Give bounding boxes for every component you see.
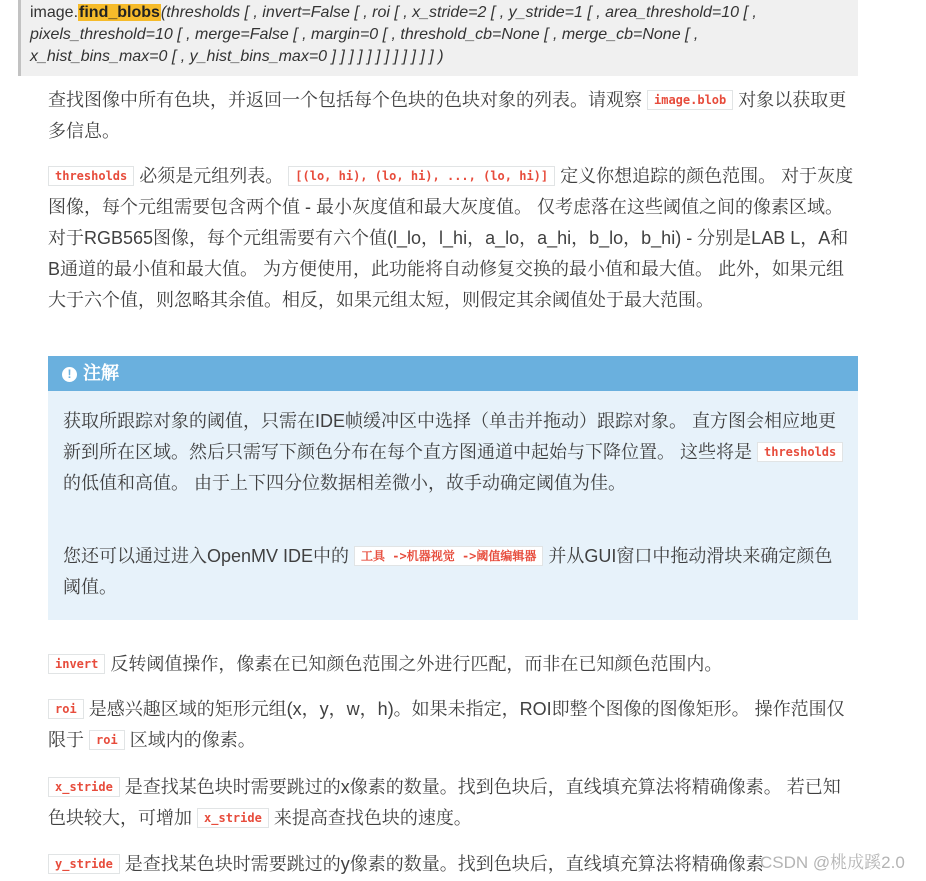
code-threshold-format: [(lo, hi), (lo, hi), ..., (lo, hi)] xyxy=(288,166,555,186)
csdn-watermark: CSDN @桃成蹊2.0 xyxy=(760,853,905,872)
note-text-1: 获取所跟踪对象的阈值，只需在IDE帧缓冲区中选择（单击并拖动）跟踪对象。 直方图会相应地更新到所在区域。然后只需写下颜色分布在每个直方图通道中起始与下降位置。 这些将是 xyxy=(63,411,837,462)
intro-paragraph xyxy=(48,85,858,147)
y-stride-paragraph xyxy=(48,849,858,880)
thresholds-paragraph xyxy=(48,161,858,316)
roi-paragraph xyxy=(48,694,858,756)
code-thresholds: thresholds xyxy=(48,166,134,186)
intro-text-after: 对象以获取更多信息。 xyxy=(48,90,847,141)
note-text-2-after: 并从GUI窗口中拖动滑块来确定颜色阈值。 xyxy=(63,546,833,597)
code-invert: invert xyxy=(48,654,105,674)
code-y-stride: y_stride xyxy=(48,854,120,874)
note-admonition xyxy=(48,356,858,620)
info-icon: ! xyxy=(62,367,77,382)
note-text-2: 您还可以通过进入OpenMV IDE中的 xyxy=(63,546,355,566)
code-threshold-editor-path: 工具 ->机器视觉 ->阈值编辑器 xyxy=(354,546,543,566)
signature-prefix: image. xyxy=(30,4,79,21)
x-stride-text: 是查找某色块时需要跳过的x像素的数量。找到色块后，直线填充算法将精确像素。 若已知色块较大，可增加 xyxy=(48,777,841,828)
invert-paragraph xyxy=(48,649,858,680)
invert-text: 反转阈值操作，像素在已知颜色范围之外进行匹配，而非在已知颜色范围内。 xyxy=(105,654,723,674)
note-title: 注解 xyxy=(83,363,119,383)
roi-text-after: 区域内的像素。 xyxy=(124,730,256,750)
note-paragraph-2 xyxy=(63,541,848,603)
thresholds-description: 定义你想追踪的颜色范围。 对于灰度图像，每个元组需要包含两个值 - 最小灰度值和最大灰度值。 仅考虑落在这些阈值之间的像素区域。 对于RGB565图像，每个元组需要有六个值(l_lo，l_hi，a_lo，a_hi，b_lo，b_hi) - 分别是LAB L，A和B通道的最小值和最大值。 为方便使用，此功能将自动修复交换的最小值和最大值。 此外，如果元组大于六个值，则忽略其余值。相反，如果元组太短，则假定其余阈值处于最大范围。 xyxy=(48,166,854,310)
thresholds-text: 必须是元组列表。 xyxy=(134,166,289,186)
code-x-stride-2: x_stride xyxy=(197,808,269,828)
code-roi-2: roi xyxy=(89,730,125,750)
code-thresholds-note: thresholds xyxy=(757,442,843,462)
code-image-blob: image.blob xyxy=(647,90,733,110)
y-stride-text: 是查找某色块时需要跳过的y像素的数量。找到色块后，直线填充算法将精确像素 xyxy=(119,854,764,874)
roi-text: 是感兴趣区域的矩形元组(x，y，w，h)。如果未指定，ROI即整个图像的图像矩形。 操作范围仅限于 xyxy=(48,699,845,750)
signature-args-3: x_hist_bins_max=0 [ , y_hist_bins_max=0 ] ] ] ] ] ] ] ] ] ] ] ] ) xyxy=(30,48,444,65)
note-paragraph-1 xyxy=(63,406,848,499)
note-title-bar xyxy=(48,356,858,391)
intro-text: 查找图像中所有色块，并返回一个包括每个色块的色块对象的列表。请观察 xyxy=(48,90,647,110)
function-signature xyxy=(18,0,858,76)
function-name-highlight: find_blobs xyxy=(79,4,160,21)
x-stride-text-after: 来提高查找色块的速度。 xyxy=(268,808,472,828)
signature-args-1: (thresholds [ , invert=False [ , roi [ , x_stride=2 [ , y_stride=1 [ , area_threshold=10 [ , xyxy=(160,4,757,21)
signature-line-1 xyxy=(30,2,858,24)
x-stride-paragraph xyxy=(48,772,858,834)
signature-args-2: pixels_threshold=10 [ , merge=False [ , margin=0 [ , threshold_cb=None [ , merge_cb=None [ , xyxy=(30,26,699,43)
code-roi: roi xyxy=(48,699,84,719)
note-text-1-after: 的低值和高值。 由于上下四分位数据相差微小，故手动确定阈值为佳。 xyxy=(63,473,626,493)
code-x-stride: x_stride xyxy=(48,777,120,797)
